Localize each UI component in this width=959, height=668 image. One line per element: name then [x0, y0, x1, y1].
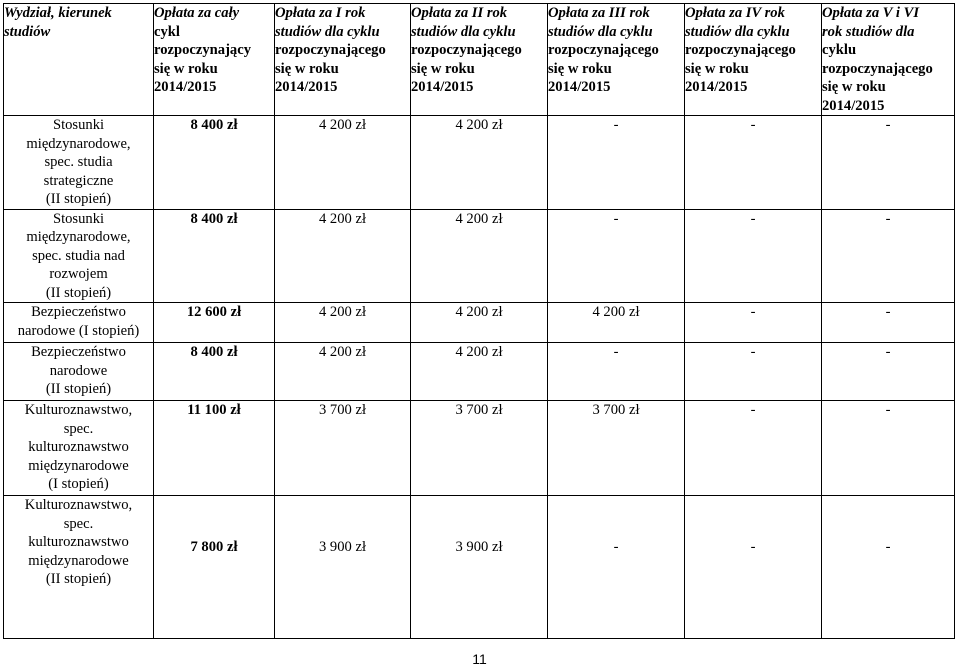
program-cell — [4, 496, 154, 639]
program-cell — [4, 343, 154, 401]
header-year-3 — [548, 4, 685, 116]
program-line: spec. — [63, 515, 94, 532]
program-line: Stosunki — [52, 117, 105, 133]
program-cell — [4, 303, 154, 343]
header-line: studiów dla cyklu — [411, 23, 516, 40]
program-line: strategiczne — [43, 172, 114, 189]
fee-year-5-6: - — [822, 116, 955, 210]
fee-year-3: 4 200 zł — [548, 303, 685, 343]
program-line: międzynarodowe, — [26, 135, 131, 152]
program-line: międzynarodowe — [28, 457, 129, 474]
fee-year-5-6: - — [822, 496, 955, 639]
fee-year-2: 4 200 zł — [411, 343, 548, 401]
total-fee: 8 400 zł — [154, 116, 275, 210]
header-line: 2014/2015 — [548, 79, 611, 95]
header-line: rozpoczynającego — [548, 42, 659, 58]
table-row — [4, 401, 955, 496]
program-line: międzynarodowe, — [26, 229, 131, 245]
fee-table — [3, 3, 955, 639]
fee-year-1: 3 900 zł — [275, 496, 411, 639]
total-fee: 11 100 zł — [154, 401, 275, 496]
header-line: Opłata za II rok — [411, 5, 508, 21]
header-year-2 — [411, 4, 548, 116]
fee-year-1: 4 200 zł — [275, 303, 411, 343]
header-line: 2014/2015 — [154, 79, 217, 95]
program-line: (II stopień) — [45, 571, 112, 587]
fee-year-5-6: - — [822, 343, 955, 401]
header-line: rozpoczynający — [154, 42, 251, 58]
fee-year-2: 3 900 zł — [411, 496, 548, 639]
header-line: 2014/2015 — [685, 79, 748, 95]
header-line: się w roku — [548, 60, 612, 77]
header-line: się w roku — [154, 60, 218, 77]
fee-year-4: - — [685, 401, 822, 496]
fee-year-5-6: - — [822, 303, 955, 343]
header-line: 2014/2015 — [822, 97, 885, 114]
program-line: międzynarodowe — [28, 552, 129, 569]
program-line: spec. studia nad — [32, 247, 125, 264]
program-line: Bezpieczeństwo — [31, 344, 126, 360]
program-line: kulturoznawstwo — [28, 534, 129, 550]
program-line: Kulturoznawstwo, — [24, 402, 133, 418]
header-program — [4, 4, 154, 116]
program-line: kulturoznawstwo — [28, 439, 129, 455]
header-line: studiów dla cyklu — [548, 23, 653, 40]
program-line: Bezpieczeństwo — [31, 304, 126, 320]
header-line: 2014/2015 — [411, 79, 474, 95]
header-line: się w roku — [822, 79, 886, 95]
fee-year-4: - — [685, 343, 822, 401]
header-line: Wydział, kierunek — [4, 5, 112, 21]
program-line: (II stopień) — [45, 381, 112, 397]
header-line: cykl — [154, 23, 180, 40]
total-fee: 7 800 zł — [154, 496, 275, 639]
header-line: rozpoczynającego — [685, 42, 796, 58]
program-line: (II stopień) — [45, 191, 112, 207]
program-line: spec. — [63, 420, 94, 437]
header-line: Opłata za V i VI — [822, 5, 920, 21]
fee-year-5-6: - — [822, 209, 955, 303]
fee-year-3: - — [548, 116, 685, 210]
fee-year-3: - — [548, 343, 685, 401]
fee-year-3: - — [548, 496, 685, 639]
program-line: narodowe — [49, 362, 108, 379]
header-line: studiów — [4, 23, 51, 40]
fee-year-1: 4 200 zł — [275, 116, 411, 210]
fee-year-4: - — [685, 116, 822, 210]
fee-year-1: 4 200 zł — [275, 209, 411, 303]
fee-year-1: 4 200 zł — [275, 343, 411, 401]
fee-year-2: 3 700 zł — [411, 401, 548, 496]
fee-year-4: - — [685, 496, 822, 639]
table-row — [4, 116, 955, 210]
fee-year-2: 4 200 zł — [411, 303, 548, 343]
fee-year-4: - — [685, 303, 822, 343]
header-total — [154, 4, 275, 116]
program-line: (II stopień) — [45, 284, 112, 301]
header-line: Opłata za IV rok — [685, 5, 785, 21]
header-year-1 — [275, 4, 411, 116]
header-line: studiów dla cyklu — [275, 23, 380, 40]
fee-year-5-6: - — [822, 401, 955, 496]
fee-year-3: 3 700 zł — [548, 401, 685, 496]
fee-year-3: - — [548, 209, 685, 303]
header-line: studiów dla cyklu — [685, 23, 790, 40]
total-fee: 12 600 zł — [154, 303, 275, 343]
program-line: narodowe (I stopień) — [17, 322, 140, 339]
total-fee: 8 400 zł — [154, 209, 275, 303]
table-row — [4, 343, 955, 401]
header-line: się w roku — [275, 60, 339, 77]
header-line: rok studiów dla — [822, 23, 915, 40]
fee-year-2: 4 200 zł — [411, 116, 548, 210]
program-line: spec. studia — [44, 154, 113, 170]
fee-year-2: 4 200 zł — [411, 209, 548, 303]
header-row — [4, 4, 955, 116]
table-row — [4, 209, 955, 303]
header-line: cyklu — [822, 42, 857, 58]
header-line: rozpoczynającego — [822, 60, 933, 77]
program-line: Stosunki — [52, 210, 105, 227]
table-row — [4, 496, 955, 639]
header-line: się w roku — [411, 60, 475, 77]
program-cell — [4, 401, 154, 496]
header-line: się w roku — [685, 60, 749, 77]
program-line: (I stopień) — [48, 476, 109, 492]
header-year-5-6 — [822, 4, 955, 116]
fee-year-1: 3 700 zł — [275, 401, 411, 496]
header-line: Opłata za cały — [154, 5, 240, 21]
total-fee: 8 400 zł — [154, 343, 275, 401]
header-line: rozpoczynającego — [411, 42, 522, 58]
header-line: Opłata za III rok — [548, 5, 650, 21]
program-line: Kulturoznawstwo, — [24, 497, 133, 513]
program-line: rozwojem — [49, 266, 108, 282]
header-line: rozpoczynającego — [275, 42, 386, 58]
header-year-4 — [685, 4, 822, 116]
header-line: Opłata za I rok — [275, 5, 366, 21]
table-row — [4, 303, 955, 343]
header-line: 2014/2015 — [275, 79, 338, 95]
program-cell — [4, 116, 154, 210]
program-cell — [4, 209, 154, 303]
fee-year-4: - — [685, 209, 822, 303]
page-number: 11 — [472, 651, 487, 667]
